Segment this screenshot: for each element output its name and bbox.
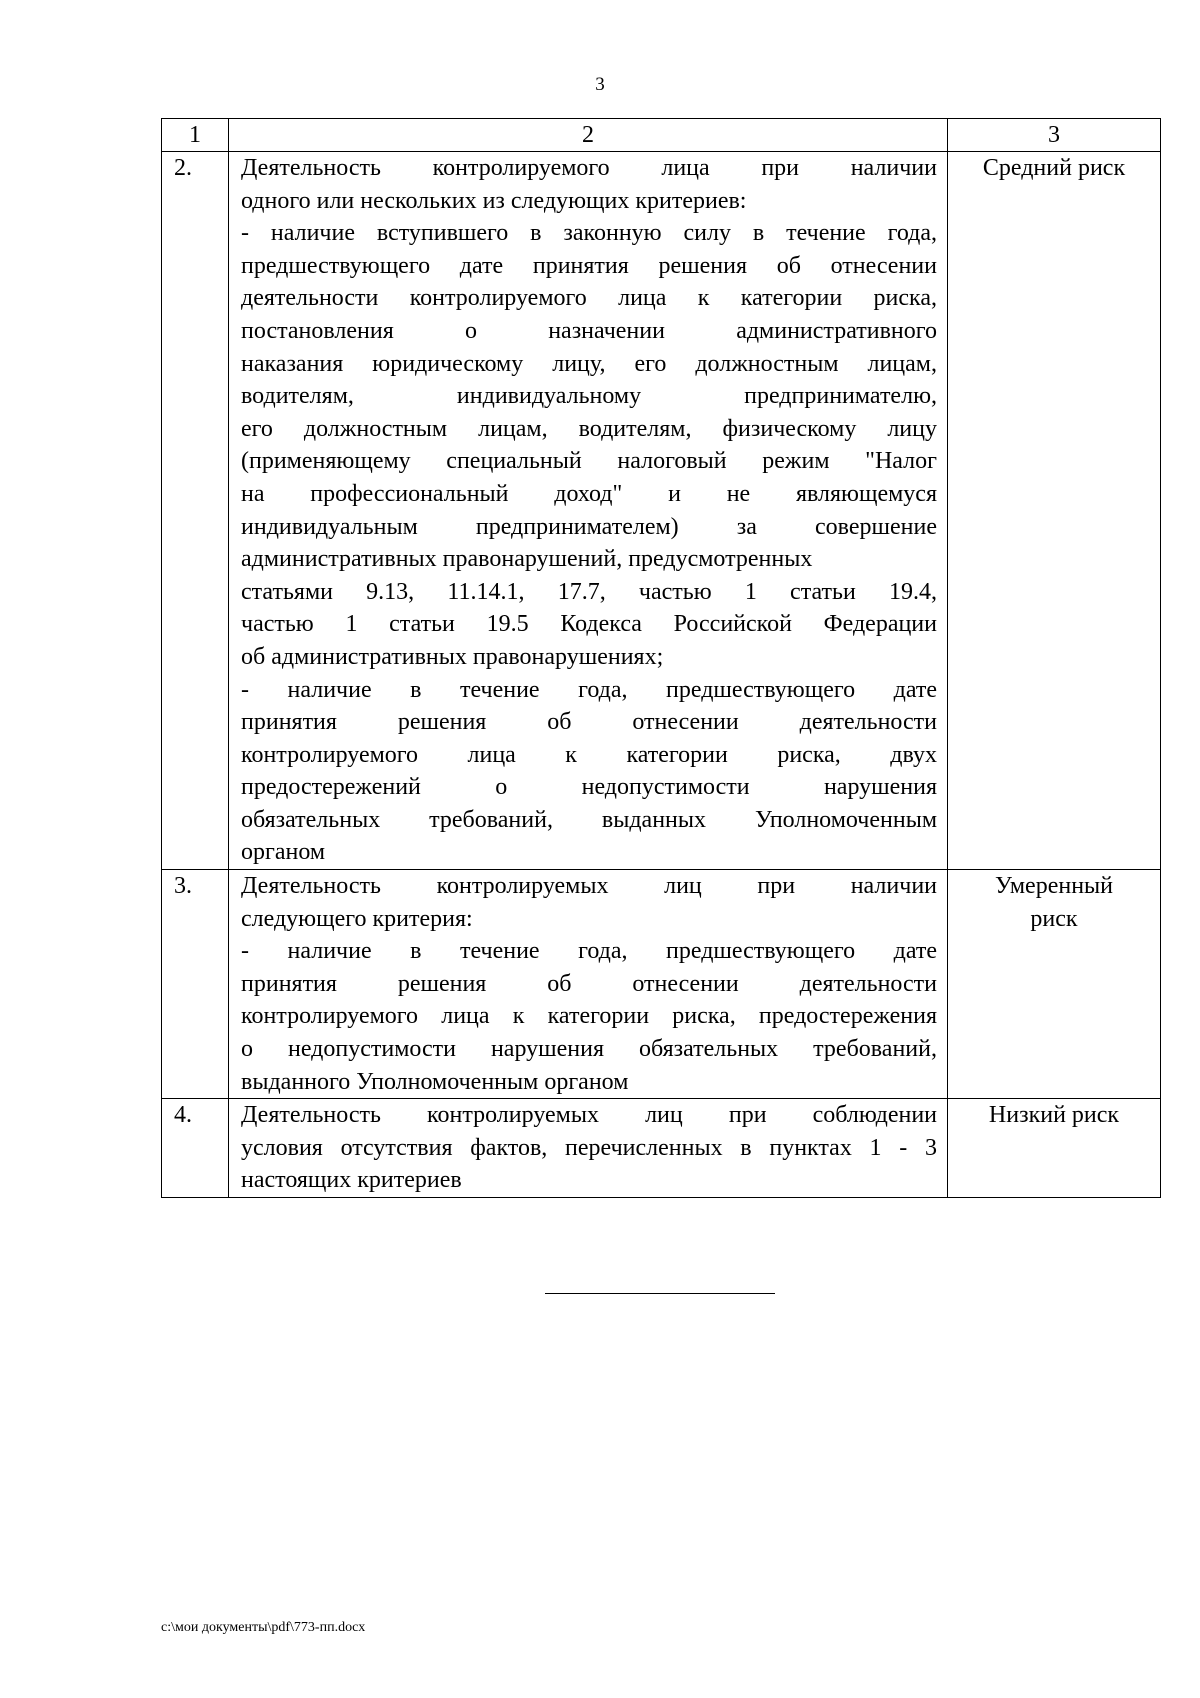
description-line: частью 1 статьи 19.5 Кодекса Российской Федерации bbox=[241, 611, 937, 638]
description-line: его должностным лицам, водителям, физическому лицу bbox=[241, 415, 937, 442]
description-line: Деятельность контролируемого лица при наличии bbox=[241, 155, 937, 181]
description-line: постановления о назначении административного bbox=[241, 317, 937, 344]
description-line: органом bbox=[241, 839, 326, 866]
description-line: (применяющему специальный налоговый режим "Налог bbox=[241, 448, 937, 475]
description-line: принятия решения об отнесении деятельности bbox=[241, 709, 937, 736]
description-line: деятельности контролируемого лица к категории риска, bbox=[241, 285, 937, 312]
description-line: Деятельность контролируемых лиц при соблюдении bbox=[241, 1102, 937, 1129]
description-line: индивидуальным предпринимателем) за совершение bbox=[241, 513, 937, 540]
table-row bbox=[162, 152, 1161, 870]
description-line: следующего критерия: bbox=[241, 905, 473, 932]
description-line: на профессиональный доход" и не являющемуся bbox=[241, 480, 937, 507]
description-line: настоящих критериев bbox=[241, 1167, 462, 1194]
description-line: о недопустимости нарушения обязательных требований, bbox=[241, 1036, 937, 1063]
description-line: - наличие в течение года, предшествующего дате bbox=[241, 938, 937, 965]
end-of-document-rule bbox=[545, 1293, 775, 1294]
table-row bbox=[162, 1099, 1161, 1198]
risk-level bbox=[948, 870, 1161, 1099]
page-number: 3 bbox=[595, 74, 605, 95]
description-line: предшествующего дате принятия решения об отнесении bbox=[241, 252, 937, 279]
description-line: принятия решения об отнесении деятельности bbox=[241, 970, 937, 997]
footer-file-path: c:\мои документы\pdf\773-пп.docx bbox=[161, 1620, 366, 1635]
table-header-row bbox=[162, 119, 1161, 152]
description-line: об административных правонарушениях; bbox=[241, 643, 664, 670]
description-line: водителям, индивидуальному предпринимателю, bbox=[241, 383, 937, 410]
risk-level: Средний риск bbox=[948, 152, 1161, 870]
risk-level-line: риск bbox=[1030, 905, 1078, 932]
description-line: условия отсутствия фактов, перечисленных в пунктах 1 - 3 bbox=[241, 1134, 937, 1161]
row-description bbox=[229, 870, 948, 1099]
risk-level-line: Умеренный bbox=[994, 873, 1114, 900]
header-cell-2: 2 bbox=[229, 119, 948, 152]
description-line: контролируемого лица к категории риска, двух bbox=[241, 741, 937, 768]
row-number: 4. bbox=[162, 1099, 229, 1198]
description-line: Деятельность контролируемых лиц при наличии bbox=[241, 873, 937, 900]
table-row bbox=[162, 870, 1161, 1099]
description-line: одного или нескольких из следующих критериев: bbox=[241, 187, 747, 214]
row-number: 3. bbox=[162, 870, 229, 1099]
description-line: контролируемого лица к категории риска, предостережения bbox=[241, 1003, 937, 1030]
row-description bbox=[229, 152, 948, 870]
header-cell-3: 3 bbox=[948, 119, 1161, 152]
description-line: статьями 9.13, 11.14.1, 17.7, частью 1 статьи 19.4, bbox=[241, 578, 937, 605]
header-cell-1: 1 bbox=[162, 119, 229, 152]
risk-criteria-table bbox=[161, 118, 1161, 1198]
description-line: - наличие в течение года, предшествующего дате bbox=[241, 676, 937, 703]
description-line: наказания юридическому лицу, его должностным лицам, bbox=[241, 350, 937, 377]
description-line: предостережений о недопустимости нарушения bbox=[241, 774, 937, 801]
description-line: обязательных требований, выданных Уполномоченным bbox=[241, 806, 937, 833]
row-number: 2. bbox=[162, 152, 229, 870]
description-line: - наличие вступившего в законную силу в течение года, bbox=[241, 220, 937, 247]
description-line: выданного Уполномоченным органом bbox=[241, 1068, 629, 1095]
row-description bbox=[229, 1099, 948, 1198]
description-line: административных правонарушений, предусмотренных bbox=[241, 546, 813, 573]
risk-level: Низкий риск bbox=[948, 1099, 1161, 1198]
